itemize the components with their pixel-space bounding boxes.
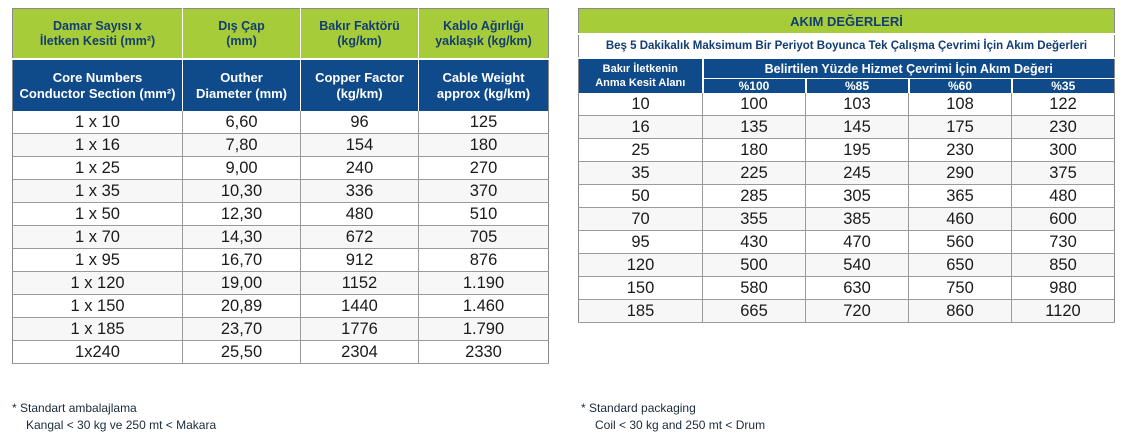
table-cell: 385 xyxy=(806,208,909,231)
table-cell: 150 xyxy=(579,277,703,300)
table-cell: 230 xyxy=(909,139,1012,162)
table-cell: 650 xyxy=(909,254,1012,277)
table-cell: 100 xyxy=(703,93,806,116)
table-cell: 185 xyxy=(579,300,703,323)
header-core-en: Core Numbers Conductor Section (mm²) xyxy=(13,59,183,111)
table-row xyxy=(579,116,1115,139)
header-weight-en: Cable Weight approx (kg/km) xyxy=(419,59,549,111)
header-diameter-tr: Dış Çap (mm) xyxy=(183,9,301,60)
table-cell: 1 x 16 xyxy=(13,134,183,157)
table-cell: 10,30 xyxy=(183,180,301,203)
table-cell: 2304 xyxy=(301,341,419,364)
cable-spec-body xyxy=(13,111,549,364)
table-cell: 25,50 xyxy=(183,341,301,364)
table-cell: 580 xyxy=(703,277,806,300)
table-row xyxy=(13,272,549,295)
table-cell: 850 xyxy=(1012,254,1115,277)
table-cell: 108 xyxy=(909,93,1012,116)
table-cell: 1152 xyxy=(301,272,419,295)
table-cell: 510 xyxy=(419,203,549,226)
table-cell: 470 xyxy=(806,231,909,254)
table-cell: 720 xyxy=(806,300,909,323)
table-cell: 225 xyxy=(703,162,806,185)
table-cell: 300 xyxy=(1012,139,1115,162)
current-values-table xyxy=(578,8,1115,323)
table-cell: 2330 xyxy=(419,341,549,364)
table-cell: 70 xyxy=(579,208,703,231)
table-cell: 122 xyxy=(1012,93,1115,116)
table-cell: 195 xyxy=(806,139,909,162)
table-cell: 600 xyxy=(1012,208,1115,231)
table-row xyxy=(13,134,549,157)
table-cell: 25 xyxy=(579,139,703,162)
table-cell: 240 xyxy=(301,157,419,180)
table-row xyxy=(579,208,1115,231)
table-cell: 1 x 185 xyxy=(13,318,183,341)
table-row xyxy=(13,180,549,203)
table-cell: 1 x 50 xyxy=(13,203,183,226)
table-cell: 730 xyxy=(1012,231,1115,254)
table-cell: 1440 xyxy=(301,295,419,318)
table-cell: 120 xyxy=(579,254,703,277)
table-row xyxy=(579,254,1115,277)
table-cell: 540 xyxy=(806,254,909,277)
blue-header-row xyxy=(579,58,1115,79)
table-cell: 630 xyxy=(806,277,909,300)
table-cell: 365 xyxy=(909,185,1012,208)
table-row xyxy=(579,231,1115,254)
title-row xyxy=(579,9,1115,35)
header-current-value: Belirtilen Yüzde Hizmet Çevrimi İçin Akım Değeri xyxy=(703,58,1115,79)
table-cell: 230 xyxy=(1012,116,1115,139)
table-cell: 430 xyxy=(703,231,806,254)
table-row xyxy=(13,318,549,341)
table-cell: 1 x 25 xyxy=(13,157,183,180)
table-cell: 876 xyxy=(419,249,549,272)
header-pct-35: %35 xyxy=(1012,79,1115,94)
table-cell: 135 xyxy=(703,116,806,139)
table-row xyxy=(579,139,1115,162)
table-row xyxy=(579,277,1115,300)
subtitle-row xyxy=(579,34,1115,58)
header-copper-en: Copper Factor (kg/km) xyxy=(301,59,419,111)
note-en-line1: * Standard packaging xyxy=(581,401,696,415)
table-cell: 1 x 150 xyxy=(13,295,183,318)
english-header-row xyxy=(13,59,549,111)
table-cell: 19,00 xyxy=(183,272,301,295)
table-row xyxy=(13,203,549,226)
table-cell: 1.790 xyxy=(419,318,549,341)
table-cell: 500 xyxy=(703,254,806,277)
table-row xyxy=(13,249,549,272)
table-cell: 912 xyxy=(301,249,419,272)
header-section-area: Bakır İletkenin Anma Kesit Alanı xyxy=(579,58,703,93)
table-subtitle: Beş 5 Dakikalık Maksimum Bir Periyot Boyunca Tek Çalışma Çevrimi İçin Akım Değerleri xyxy=(579,34,1115,58)
table-cell: 180 xyxy=(419,134,549,157)
note-tr-line2: Kangal < 30 kg ve 250 mt < Makara xyxy=(26,418,217,432)
table-cell: 480 xyxy=(1012,185,1115,208)
header-pct-85: %85 xyxy=(806,79,909,94)
table-cell: 16,70 xyxy=(183,249,301,272)
table-cell: 20,89 xyxy=(183,295,301,318)
table-cell: 12,30 xyxy=(183,203,301,226)
table-cell: 285 xyxy=(703,185,806,208)
table-cell: 355 xyxy=(703,208,806,231)
table-row xyxy=(579,162,1115,185)
table-cell: 1 x 35 xyxy=(13,180,183,203)
packaging-note-en xyxy=(581,400,765,434)
table-cell: 125 xyxy=(419,111,549,134)
header-diameter-en: Outher Diameter (mm) xyxy=(183,59,301,111)
table-row xyxy=(13,341,549,364)
header-weight-tr: Kablo Ağırlığı yaklaşık (kg/km) xyxy=(419,9,549,60)
table-cell: 1x240 xyxy=(13,341,183,364)
table-cell: 375 xyxy=(1012,162,1115,185)
table-row xyxy=(579,185,1115,208)
table-cell: 1 x 70 xyxy=(13,226,183,249)
table-cell: 9,00 xyxy=(183,157,301,180)
table-cell: 305 xyxy=(806,185,909,208)
table-cell: 96 xyxy=(301,111,419,134)
table-cell: 35 xyxy=(579,162,703,185)
table-cell: 7,80 xyxy=(183,134,301,157)
table-cell: 1 x 95 xyxy=(13,249,183,272)
table-cell: 10 xyxy=(579,93,703,116)
note-en-line2: Coil < 30 kg and 250 mt < Drum xyxy=(595,418,766,432)
table-cell: 980 xyxy=(1012,277,1115,300)
table-row xyxy=(13,111,549,134)
table-cell: 245 xyxy=(806,162,909,185)
table-cell: 154 xyxy=(301,134,419,157)
note-tr-line1: * Standart ambalajlama xyxy=(12,401,137,415)
table-cell: 23,70 xyxy=(183,318,301,341)
table-cell: 1776 xyxy=(301,318,419,341)
table-cell: 672 xyxy=(301,226,419,249)
table-cell: 336 xyxy=(301,180,419,203)
table-row xyxy=(579,300,1115,323)
table-cell: 180 xyxy=(703,139,806,162)
table-row xyxy=(13,226,549,249)
table-row xyxy=(13,295,549,318)
table-cell: 370 xyxy=(419,180,549,203)
table-cell: 1 x 10 xyxy=(13,111,183,134)
table-cell: 860 xyxy=(909,300,1012,323)
header-core-tr: Damar Sayısı x İletken Kesiti (mm²) xyxy=(13,9,183,60)
header-pct-60: %60 xyxy=(909,79,1012,94)
table-cell: 145 xyxy=(806,116,909,139)
turkish-header-row xyxy=(13,9,549,60)
table-cell: 665 xyxy=(703,300,806,323)
table-cell: 6,60 xyxy=(183,111,301,134)
table-cell: 705 xyxy=(419,226,549,249)
table-cell: 175 xyxy=(909,116,1012,139)
table-cell: 750 xyxy=(909,277,1012,300)
table-cell: 95 xyxy=(579,231,703,254)
current-values-body xyxy=(579,93,1115,323)
table-row xyxy=(579,93,1115,116)
table-cell: 480 xyxy=(301,203,419,226)
table-cell: 1.190 xyxy=(419,272,549,295)
packaging-note-tr xyxy=(12,400,216,434)
table-row xyxy=(13,157,549,180)
table-cell: 560 xyxy=(909,231,1012,254)
table-cell: 14,30 xyxy=(183,226,301,249)
table-title: AKIM DEĞERLERİ xyxy=(579,9,1115,35)
table-cell: 270 xyxy=(419,157,549,180)
header-pct-100: %100 xyxy=(703,79,806,94)
table-cell: 16 xyxy=(579,116,703,139)
table-cell: 1.460 xyxy=(419,295,549,318)
cable-spec-table xyxy=(12,8,549,364)
table-cell: 460 xyxy=(909,208,1012,231)
table-cell: 1 x 120 xyxy=(13,272,183,295)
table-cell: 290 xyxy=(909,162,1012,185)
table-cell: 50 xyxy=(579,185,703,208)
header-copper-tr: Bakır Faktörü (kg/km) xyxy=(301,9,419,60)
table-cell: 103 xyxy=(806,93,909,116)
table-cell: 1120 xyxy=(1012,300,1115,323)
